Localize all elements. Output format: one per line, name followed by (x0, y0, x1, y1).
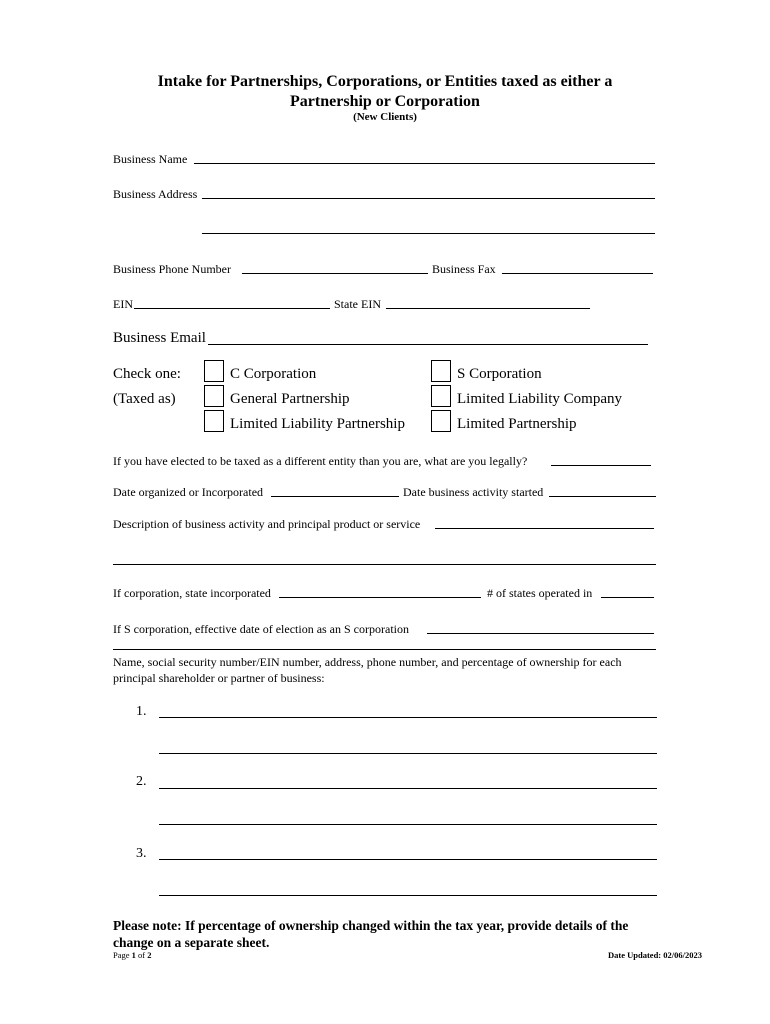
section-divider (113, 649, 656, 650)
form-subtitle: (New Clients) (353, 111, 417, 123)
form-title-line2: Partnership or Corporation (290, 93, 480, 110)
owner-3-field[interactable] (159, 859, 657, 860)
date-organized-label: Date organized or Incorporated (113, 485, 264, 499)
ein-field[interactable] (134, 308, 330, 309)
state-incorporated-field[interactable] (279, 597, 481, 598)
business-fax-label: Business Fax (432, 262, 496, 276)
page-indicator (113, 950, 152, 960)
owner-2-field[interactable] (159, 788, 657, 789)
date-organized-field[interactable] (271, 496, 399, 497)
business-description-field[interactable] (435, 528, 654, 529)
owner-3-field-line2[interactable] (159, 895, 657, 896)
of-word: of (138, 950, 146, 960)
page-word: Page (113, 950, 130, 960)
s-election-date-label: If S corporation, effective date of election as an S corporation (113, 622, 409, 636)
owner-1-field[interactable] (159, 717, 657, 718)
owner-2-field-line2[interactable] (159, 824, 657, 825)
elected-entity-field[interactable] (551, 465, 651, 466)
general-partnership-label: General Partnership (230, 391, 350, 407)
business-name-field[interactable] (194, 163, 655, 164)
business-address-label: Business Address (113, 187, 198, 201)
business-description-field-line2[interactable] (113, 564, 656, 565)
business-description-label: Description of business activity and principal product or service (113, 517, 421, 531)
business-address-field-line2[interactable] (202, 233, 655, 234)
date-started-label: Date business activity started (403, 485, 544, 499)
c-corporation-label: C Corporation (230, 366, 317, 382)
please-note-line2: change on a separate sheet. (113, 935, 270, 950)
owner-info-instructions-line2: principal shareholder or partner of business: (113, 671, 325, 685)
states-operated-field[interactable] (601, 597, 654, 598)
states-operated-label: # of states operated in (487, 586, 593, 600)
llc-label: Limited Liability Company (457, 391, 622, 407)
owner-number-2: 2. (136, 774, 147, 789)
s-election-date-field[interactable] (427, 633, 654, 634)
owner-1-field-line2[interactable] (159, 753, 657, 754)
page-number: 1 (131, 950, 136, 960)
s-corporation-checkbox[interactable] (431, 360, 451, 382)
c-corporation-checkbox[interactable] (204, 360, 224, 382)
business-email-label: Business Email (113, 330, 206, 346)
state-ein-label: State EIN (334, 297, 381, 311)
general-partnership-checkbox[interactable] (204, 385, 224, 407)
date-updated: Date Updated: 02/06/2023 (608, 950, 702, 960)
page-total: 2 (147, 950, 152, 960)
llp-label: Limited Liability Partnership (230, 416, 405, 432)
business-name-label: Business Name (113, 152, 188, 166)
lp-checkbox[interactable] (431, 410, 451, 432)
business-email-field[interactable] (208, 344, 648, 345)
owner-number-3: 3. (136, 846, 147, 861)
date-started-field[interactable] (549, 496, 656, 497)
state-ein-field[interactable] (386, 308, 590, 309)
business-address-field[interactable] (202, 198, 655, 199)
please-note-line1: Please note: If percentage of ownership changed within the tax year, provide details of the (113, 918, 629, 933)
llc-checkbox[interactable] (431, 385, 451, 407)
owner-info-instructions-line1: Name, social security number/EIN number, address, phone number, and percentage of ownership for each (113, 655, 622, 669)
s-corporation-label: S Corporation (457, 366, 542, 382)
form-title-line1: Intake for Partnerships, Corporations, or Entities taxed as either a (157, 73, 613, 90)
state-incorporated-label: If corporation, state incorporated (113, 586, 271, 600)
elected-entity-question: If you have elected to be taxed as a different entity than you are, what are you legally? (113, 454, 528, 468)
llp-checkbox[interactable] (204, 410, 224, 432)
business-phone-field[interactable] (242, 273, 428, 274)
owner-number-1: 1. (136, 704, 147, 719)
ein-label: EIN (113, 297, 133, 311)
business-fax-field[interactable] (502, 273, 653, 274)
taxed-as-label: (Taxed as) (113, 391, 176, 407)
lp-label: Limited Partnership (457, 416, 577, 432)
check-one-label: Check one: (113, 366, 181, 382)
business-phone-label: Business Phone Number (113, 262, 231, 276)
